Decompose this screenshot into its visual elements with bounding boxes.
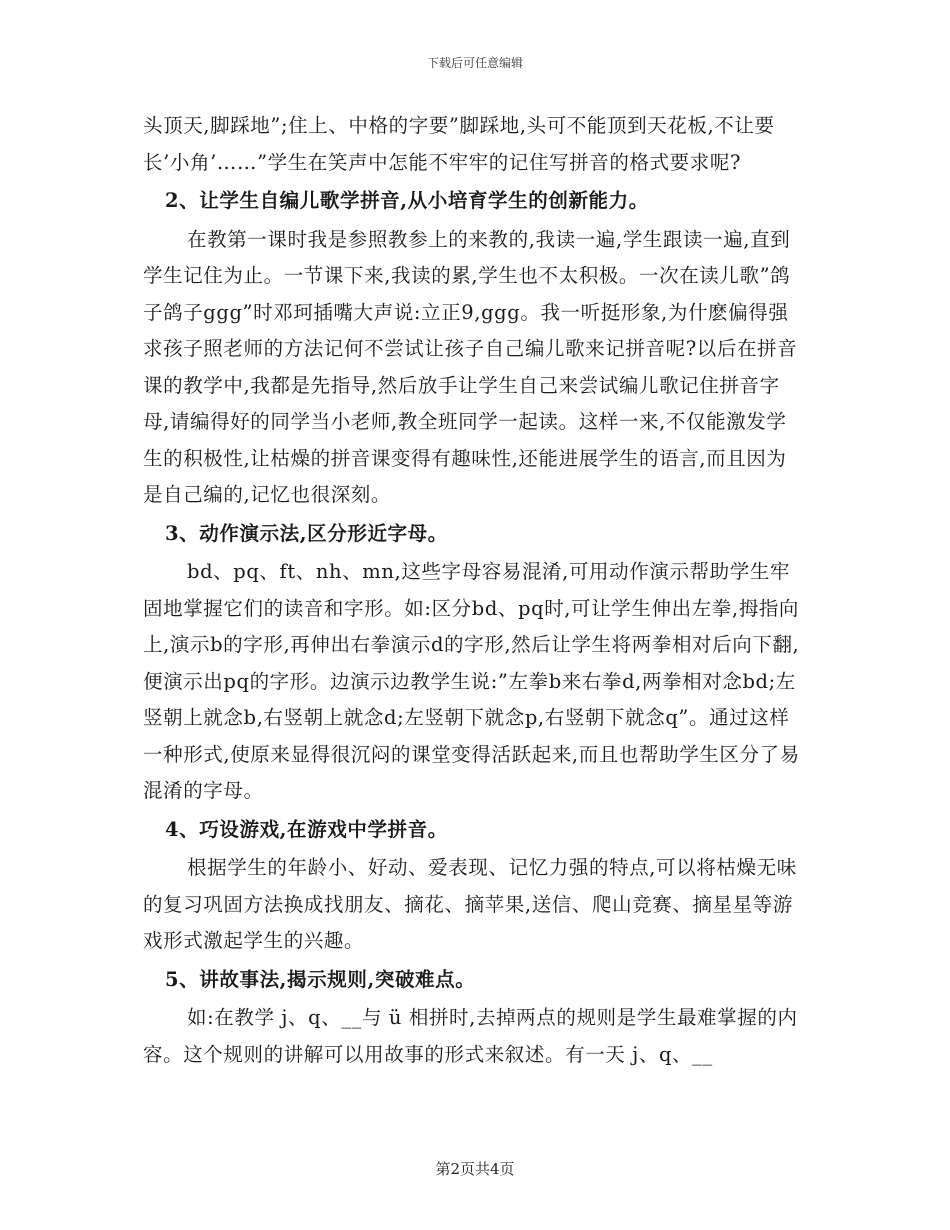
paragraph-games: 根据学生的年龄小、好动、爱表现、记忆力强的特点,可以将枯燥无味的复习巩固方法换成找朋友、摘花、摘苹果,送信、爬山竞赛、摘星星等游戏形式激起学生的兴趣。 [143,856,797,952]
page-number: 第2页共4页 [435,1160,515,1178]
document-body [143,108,803,1073]
section-heading-2: 2、让学生自编儿歌学拼音,从小培育学生的创新能力。 [165,189,649,212]
paragraph-gesture-demo: bd、pq、ft、nh、mn,这些字母容易混淆,可用动作演示帮助学生牢固地掌握它们的读音和字形。如:区分bd、pq时,可让学生伸出左拳,拇指向上,演示b的字形,再伸出右拳演示d的字形,然后让学生将两拳相对后向下翻,便演示出pq的字形。边演示边教学生说:”左拳b来右拳d,两拳相对念bd;左竖朝上就念b,右竖朝上就念d;左竖朝下就念p,右竖朝下就念q”。通过这样一种形式,使原来显得很沉闷的课堂变得活跃起来,而且也帮助学生区分了易混淆的字母。 [143,560,800,802]
section-heading-5: 5、讲故事法,揭示规则,突破难点。 [165,967,476,991]
paragraph-continued: 头顶天,脚踩地”;住上、中格的字要”脚踩地,头可不能顶到天花板,不让要长’小角’……”学生在笑声中怎能不牢牢的记住写拼音的格式要求呢? [143,114,775,174]
section-heading-3: 3、动作演示法,区分形近字母。 [165,521,448,545]
section-heading-4: 4、巧设游戏,在游戏中学拼音。 [165,817,448,841]
paragraph-storytelling: 如:在教学 j、q、__与 ü 相拼时,去掉两点的规则是学生最难掌握的内容。这个规则的讲解可以用故事的形式来叙述。有一天 j、q、__ [143,1006,798,1066]
paragraph-nursery-rhymes: 在教第一课时我是参照教参上的来教的,我读一遍,学生跟读一遍,直到学生记住为止。一节课下来,我读的累,学生也不太积极。一次在读儿歌”鸽子鸽子ggg”时邓珂插嘴大声说:立正9,ggg。我一听挺形象,为什麽偏得强求孩子照老师的方法记何不尝试让孩子自己编儿歌来记拼音呢?以后在拼音课的教学中,我都是先指导,然后放手让学生自己来尝试编儿歌记住拼音字母,请编得好的同学当小老师,教全班同学一起读。这样一来,不仅能激发学生的积极性,让枯燥的拼音课变得有趣味性,还能进展学生的语言,而且因为是自己编的,记忆也很深刻。 [143,227,798,506]
page-header: 下载后可任意编辑 [426,56,523,70]
